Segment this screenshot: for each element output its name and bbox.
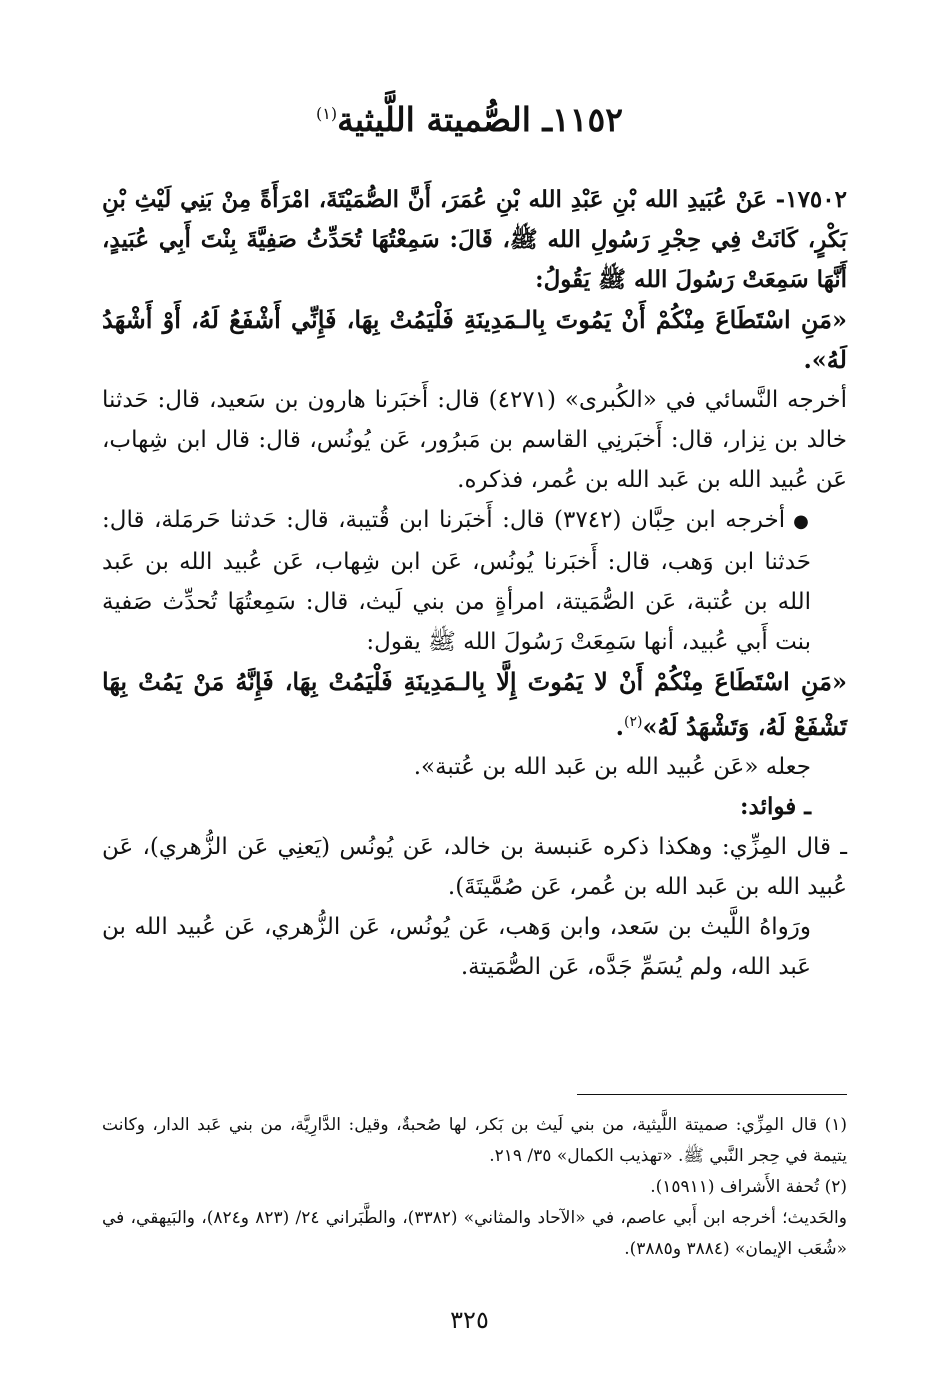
takhrij-paragraph-bullet xyxy=(102,500,847,662)
benefit-paragraph: ورَواهُ اللَّيث بن سَعد، وابن وَهب، عَن يُونُس، عَن الزُّهري، عَن عُبيد الله بن عَبد الله، ولم يُسَمِّ جَدَّه، عَن الصُّمَيتة. xyxy=(102,914,811,980)
page-number: ٣٢٥ xyxy=(450,1306,489,1334)
footnote-ref: (١) xyxy=(316,104,338,123)
hadith-quote: «مَنِ اسْتَطَاعَ مِنْكُمْ أَنْ يَمُوتَ بِالـمَدِينَةِ فَلْيَمُتْ بِهَا، فَإِنِّي أَشْفَعُ لَهُ، أَوْ أَشْهَدُ لَهُ». xyxy=(102,305,847,374)
quote-text: «مَنِ اسْتَطَاعَ مِنْكُمْ أَنْ لا يَمُوتَ إِلَّا بِالـمَدِينَةِ فَلْيَمُتْ بِهَا، فَإِنَّهُ مَنْ يَمُتْ بِهَا تَشْفَعْ لَهُ، وَتَشْهَدُ لَهُ» xyxy=(102,667,847,741)
main-text xyxy=(102,180,847,987)
takhrij-text: أخرجه ابن حِبَّان (٣٧٤٢) قال: أَخبَرنا ابن قُتيبة، قال: حَدثنا حَرمَلة، قال: حَدثنا ابن وَهب، قال: أَخبَرنا يُونُس، عَن ابن شِهاب، عَن عُبيد الله بن عَبد الله بن عُتبة، عَن الصُّمَيتة، امرأةٍ من بني لَيث، قال: سَمِعتُهَا تُحدِّث صَفية بنت أَبي عُبيد، أنها سَمِعَتْ رَسُولَ الله ﷺ يقول: xyxy=(102,507,811,655)
footnote-ref: (٢) xyxy=(624,714,643,730)
benefit-paragraph: ـ قال المِزِّي: وهكذا ذكره عَنبسة بن خالد، عَن يُونُس (يَعنِي عَن الزُّهري)، عَن عُبيد الله بن عَبد الله بن عُمر، عَن صُمَّيتَةَ). xyxy=(102,834,847,900)
footnote-item: (٢) تُحفة الأَشراف (١٥٩١١). xyxy=(650,1177,847,1197)
footnote-item: والحَديث؛ أخرجه ابن أَبي عاصم، في «الآحاد والمثاني» (٣٣٨٢)، والطَّبَراني ٢٤/ (٨٢٣ و٨٢٤)، والبَيهقي، في «شُعَب الإيمان» (٣٨٨٤ و٣٨٨٥). xyxy=(102,1208,847,1259)
footnotes xyxy=(102,1110,847,1265)
hadith-paragraph: ١٧٥٠٢- عَنْ عُبَيدِ الله بْنِ عَبْدِ الله بْنِ عُمَرَ، أَنَّ الصُّمَيْتَةَ، امْرَأَةً مِنْ بَنِي لَيْثِ بْنِ بَكْرٍ، كَانَتْ فِي حِجْرِ رَسُولِ الله ﷺ، قَالَ: سَمِعْتُهَا تُحَدِّثُ صَفِيَّةَ بِنْتَ أَبِي عُبَيدٍ، أَنَّهَا سَمِعَتْ رَسُولَ الله ﷺ يَقُولُ: xyxy=(102,186,847,293)
footnote-divider xyxy=(577,1094,847,1095)
hadith-quote xyxy=(102,662,847,747)
takhrij-paragraph: أخرجه النَّسائي في «الكُبرى» (٤٢٧١) قال: أَخبَرنا هارون بن سَعيد، قال: حَدثنا خالد بن نِزار، قال: أَخبَرنِي القاسم بن مَبرُور، عَن يُونُس، قال: قال ابن شِهاب، عَن عُبيد الله بن عَبد الله بن عُمر، فذكره. xyxy=(102,387,847,493)
page-title xyxy=(0,100,939,139)
footnote-item: (١) قال المِزِّي: صميتة اللَّيثية، من بني لَيث بن بَكر، لها صُحبةٌ، وقيل: الدَّارِيَّة، من بني عَبد الدار، وكانت يتيمة في حِجر النَّبي ﷺ. «تهذيب الكمال» ٣٥/ ٢١٩. xyxy=(102,1115,847,1166)
benefits-heading: ـ فوائد: xyxy=(740,793,811,820)
title-text: ١١٥٢ـ الصُّميتة اللَّيثية xyxy=(337,100,623,139)
note-paragraph: جعله «عَن عُبيد الله بن عَبد الله بن عُتبة». xyxy=(413,754,811,780)
quote-end: . xyxy=(615,712,625,741)
bullet-icon: ● xyxy=(793,511,811,532)
